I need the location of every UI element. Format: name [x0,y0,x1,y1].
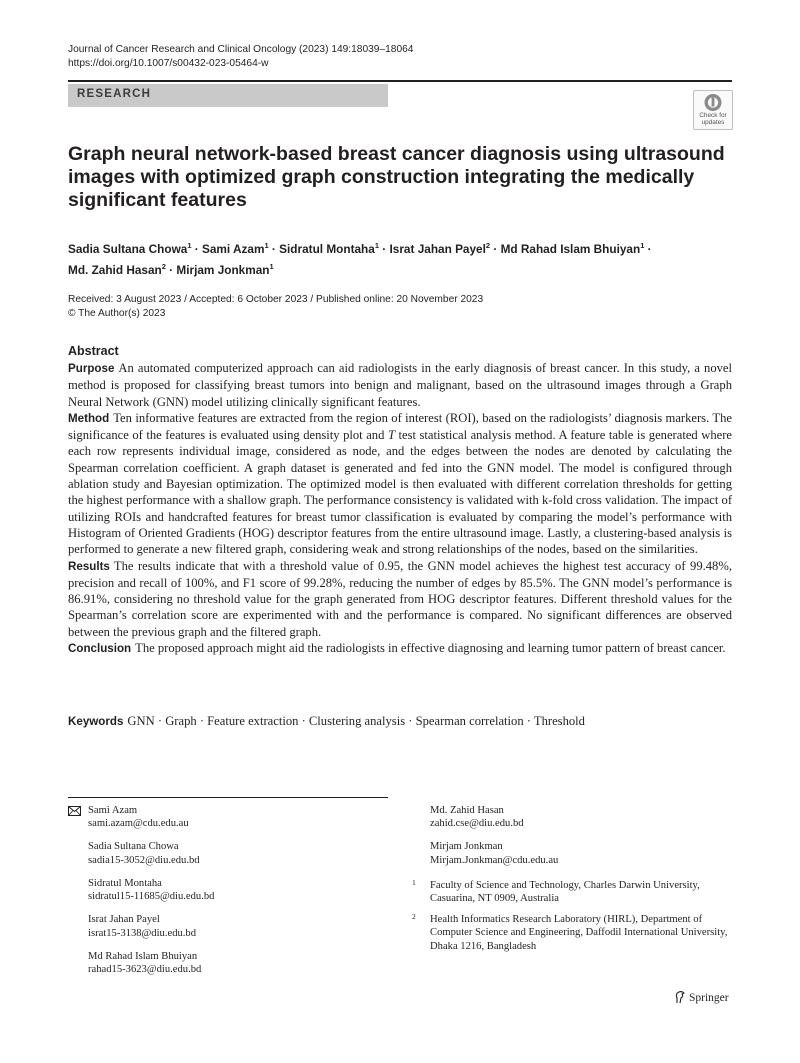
abstract-conclusion [68,640,732,657]
article-title: Graph neural network-based breast cancer diagnosis using ultrasound images with optimized graph construction integrating the medically significant features [68,143,725,211]
doi-link[interactable]: https://doi.org/10.1007/s00432-023-05464-w [68,58,269,69]
contact-email[interactable]: Mirjam.Jonkman@cdu.edu.au [430,854,559,866]
contact-email[interactable]: israt15-3138@diu.edu.bd [88,927,197,939]
contact-entry [88,950,214,977]
contact-list-right [430,804,558,877]
author-name[interactable]: Israt Jahan Payel [389,242,486,256]
method-label: Method [68,411,110,425]
abstract-results [68,558,732,640]
header-rule [68,80,732,82]
check-updates-line2: updates [701,119,725,126]
contact-email[interactable]: sami.azam@cdu.edu.au [88,818,189,830]
contact-entry [88,804,214,831]
journal-citation: Journal of Cancer Research and Clinical Oncology (2023) 149:18039–18064 [68,44,414,55]
contact-email[interactable]: sidratul15-11685@diu.edu.bd [88,891,215,903]
affiliation-number: 1 [412,878,416,887]
contact-name: Sami Azam [88,805,138,816]
keywords-text: GNN · Graph · Feature extraction · Clustering analysis · Spearman correlation · Threshold [127,714,585,728]
affiliation-number: 2 [412,912,416,921]
contact-name: Md Rahad Islam Bhuiyan [88,950,198,962]
author-name[interactable]: Mirjam Jonkman [176,263,270,277]
author-affiliation-mark: 1 [187,241,192,250]
keywords [68,713,732,730]
conclusion-label: Conclusion [68,642,132,656]
publisher-name: Springer [689,992,729,1004]
keywords-label: Keywords [68,715,124,728]
contact-name: Mirjam Jonkman [430,841,503,853]
check-updates-line1: Check for [699,112,727,119]
t-test-symbol: T [387,428,395,443]
contact-email[interactable]: rahad15-3623@diu.edu.bd [88,964,202,976]
contact-name: Sidratul Montaha [88,877,162,889]
contact-entry [88,877,214,904]
purpose-text: An automated computerized approach can aid radiologists in the early diagnosis of breast cancer. In this study, a novel method is proposed for classifying breast tumors into benign and malignant, based on the ultrasound images through a Graph Neural Network (GNN) model utilizing clinically significant features. [68,361,732,409]
envelope-icon [68,806,81,816]
purpose-label: Purpose [68,362,115,375]
author-affiliation-mark: 2 [161,262,166,271]
conclusion-text: The proposed approach might aid the radiologists in effective diagnosing and learning tumor pattern of breast cancer. [135,641,726,656]
contact-name: Israt Jahan Payel [88,914,160,926]
abstract-method [68,410,732,558]
abstract-body [68,360,732,657]
contact-entry [88,840,214,867]
author-affiliation-mark: 2 [485,241,491,250]
method-text: Ten informative features are extracted from the region of interest (ROI), based on the radiologists’ diagnosis markers. The significance of the features is evaluated using density plot and [68,410,732,443]
springer-horse-icon [674,990,686,1004]
author-name[interactable]: Sidratul Montaha [279,242,375,256]
author-name[interactable]: Sami Azam [201,242,265,256]
author-list: Sadia Sultana Chowa$^1$ · Sami Azam$^1$ · Sidratul Montaha$^1$ · Israt Jahan Payel$^2$ · Md Rahad Islam Bhuiyan$^1$ · Md. Zahid Hasan$^2$ · Mirjam Jonkman$^1$ [68,241,652,277]
abstract-purpose [68,360,732,410]
publisher-logo [674,990,729,1004]
author-affiliation-mark: 1 [269,262,274,271]
section-badge-label: RESEARCH [77,88,152,100]
check-updates-icon [703,93,723,112]
contact-list-left [88,804,214,986]
affiliation-text: Faculty of Science and Technology, Charles Darwin University, Casuarina, NT 0909, Australia [430,880,700,905]
author-affiliation-mark: 1 [640,241,645,250]
abstract-heading: Abstract [68,344,119,358]
contact-email[interactable]: sadia15-3052@diu.edu.bd [88,854,200,866]
contact-entry [88,913,214,940]
contact-name: Sadia Sultana Chowa [88,841,179,853]
author-name[interactable]: Md Rahad Islam Bhuiyan [500,242,641,256]
author-name[interactable]: Md. Zahid Hasan [68,263,162,277]
author-affiliation-mark: 1 [264,241,269,250]
footnote-rule [68,797,388,798]
copyright-line: © The Author(s) 2023 [68,308,166,319]
contact-email[interactable]: zahid.cse@diu.edu.bd [430,818,524,830]
author-name[interactable]: Sadia Sultana Chowa [68,242,188,256]
check-for-updates-button[interactable] [693,90,733,130]
section-badge [68,84,388,107]
publication-dates: Received: 3 August 2023 / Accepted: 6 October 2023 / Published online: 20 November 2023 [68,294,484,305]
results-text: The results indicate that with a threshold value of 0.95, the GNN model achieves the highest test accuracy of 99.48%, precision and recall of 100%, and F1 score of 99.28%, reducing the number of edges by 85.5%. The GNN model’s performance is 86.91%, considering no threshold value for the graph generated from HOG descriptor features. Different threshold values for the Spearman’s correlation score are experimented with and the performance is compared. No significant differences are observed between the previous graph and the filtered graph. [68,558,732,639]
author-affiliation-mark: 1 [374,241,380,250]
contact-name: Md. Zahid Hasan [430,805,504,816]
method-text-cont: test statistical analysis method. A feature table is generated where each row represents individual image, considered as node, and the edges between the nodes are denoted by calculating the Spearman correlation coefficient. A graph dataset is generated and fed into the GNN model. The model is configured through ablation study and Bayesian optimization. The optimized model is then evaluated with different correlation thresholds for getting the highest performance with a shallow graph. The performance consistency is validated with k-fold cross validation. The impact of utilizing ROIs and handcrafted features for breast tumor classification is evaluated by comparing the model’s performance with Histogram of Oriented Gradients (HOG) descriptor features from the entire ultrasound image. Lastly, a clustering-based analysis is performed to generate a new filtered graph, considering weak and strong relationships of the nodes, based on the similarities. [68,428,733,557]
contact-entry [430,840,558,867]
contact-entry [430,804,558,831]
results-label: Results [68,559,110,573]
affiliation-text: Health Informatics Research Laboratory (HIRL), Department of Computer Science and Engineering, Daffodil International University, Dhaka 1216, Bangladesh [430,914,728,952]
